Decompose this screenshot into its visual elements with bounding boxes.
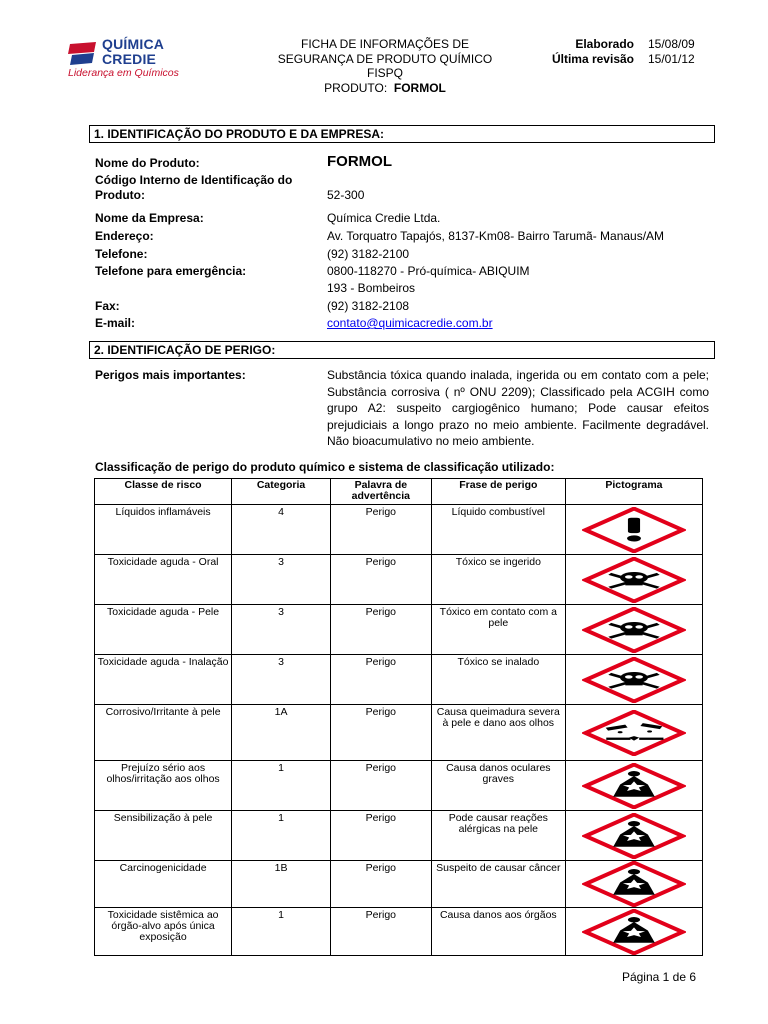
cell-classe: Toxicidade aguda - Oral <box>95 555 232 605</box>
cell-categoria: 1 <box>232 811 331 861</box>
cell-frase: Pode causar reações alérgicas na pele <box>431 811 565 861</box>
cell-frase: Suspeito de causar câncer <box>431 861 565 908</box>
email-label: E-mail: <box>95 316 136 330</box>
cell-palavra: Perigo <box>330 705 431 761</box>
codigo-label-2: Produto: <box>95 188 145 202</box>
cell-classe: Toxicidade aguda - Inalação <box>95 655 232 705</box>
emergencia-value-1: 0800-118270 - Pró-química- ABIQUIM <box>327 264 530 278</box>
cell-categoria: 3 <box>232 555 331 605</box>
health-hazard-icon <box>582 861 686 907</box>
cell-frase: Causa danos oculares graves <box>431 761 565 811</box>
skull-crossbones-icon <box>582 657 686 703</box>
cell-palavra: Perigo <box>330 655 431 705</box>
codigo-label-1: Código Interno de Identificação do <box>95 173 293 187</box>
document-title <box>255 37 515 95</box>
cell-pictograma <box>565 705 702 761</box>
header-classe: Classe de risco <box>95 479 232 505</box>
cell-palavra: Perigo <box>330 605 431 655</box>
cell-classe: Líquidos inflamáveis <box>95 505 232 555</box>
cell-pictograma <box>565 605 702 655</box>
page-number: Página 1 de 6 <box>621 970 696 984</box>
classificacao-title: Classificação de perigo do produto químico e sistema de classificação utilizado: <box>95 460 555 474</box>
table-row <box>95 655 703 705</box>
cell-categoria: 1A <box>232 705 331 761</box>
health-hazard-icon <box>582 909 686 955</box>
cell-pictograma <box>565 655 702 705</box>
empresa-label: Nome da Empresa: <box>95 211 204 225</box>
emergencia-value-2: 193 - Bombeiros <box>327 281 416 295</box>
cell-pictograma <box>565 908 702 956</box>
header-palavra: Palavra de advertência <box>330 479 431 505</box>
cell-classe: Prejuízo sério aos olhos/irritação aos olhos <box>95 761 232 811</box>
title-line-1: FICHA DE INFORMAÇÕES DE <box>300 37 470 51</box>
title-line-2: SEGURANÇA DE PRODUTO QUÍMICO <box>277 51 493 66</box>
emergencia-label: Telefone para emergência: <box>95 264 247 278</box>
cell-classe: Toxicidade aguda - Pele <box>95 605 232 655</box>
elaborado-value: 15/08/09 <box>648 37 695 51</box>
cell-frase: Líquido combustível <box>431 505 565 555</box>
product-name-header: FORMOL <box>393 80 446 95</box>
nome-produto-label: Nome do Produto: <box>95 156 200 170</box>
cell-categoria: 1 <box>232 761 331 811</box>
perigos-text: Substância tóxica quando inalada, ingerida ou em contato com a pele; Substância corrosiva ( nº ONU 2209); Classificado pela ACGIH como grupo A2: suspeito cargiogênico humano; Pode causar efeitos prejudiciais a longo prazo no meio ambiente. Facilmente degradável. Não bioacumulativo no meio ambiente. <box>327 368 709 448</box>
codigo-value: 52-300 <box>327 188 365 202</box>
table-row <box>95 555 703 605</box>
cell-palavra: Perigo <box>330 555 431 605</box>
title-line-3: FISPQ <box>366 66 403 80</box>
table-row <box>95 505 703 555</box>
nome-produto-value: FORMOL <box>327 153 392 170</box>
logo-mark-icon <box>68 40 98 66</box>
exclamation-icon <box>582 507 686 553</box>
company-logo <box>68 36 180 80</box>
cell-frase: Tóxico se inalado <box>431 655 565 705</box>
revisao-label: Última revisão <box>551 52 634 66</box>
perigos-label: Perigos mais importantes: <box>95 368 246 382</box>
table-row <box>95 811 703 861</box>
corrosion-icon <box>582 710 686 756</box>
header-pictograma: Pictograma <box>565 479 702 505</box>
cell-pictograma <box>565 761 702 811</box>
cell-pictograma <box>565 861 702 908</box>
cell-pictograma <box>565 811 702 861</box>
table-row <box>95 605 703 655</box>
empresa-value: Química Credie Ltda. <box>327 211 441 225</box>
header-frase: Frase de perigo <box>431 479 565 505</box>
table-row <box>95 705 703 761</box>
cell-classe: Carcinogenicidade <box>95 861 232 908</box>
elaborado-label: Elaborado <box>575 37 634 51</box>
cell-categoria: 1 <box>232 908 331 956</box>
logo-tagline: Liderança em Químicos <box>68 67 179 79</box>
section1-title: 1. IDENTIFICAÇÃO DO PRODUTO E DA EMPRESA: <box>89 125 715 143</box>
cell-palavra: Perigo <box>330 861 431 908</box>
logo-text-line2: CREDIE <box>102 51 157 67</box>
health-hazard-icon <box>582 813 686 859</box>
cell-categoria: 3 <box>232 605 331 655</box>
product-prefix: PRODUTO: <box>324 80 388 95</box>
hazard-table <box>94 478 703 956</box>
cell-categoria: 1B <box>232 861 331 908</box>
table-row <box>95 861 703 908</box>
cell-palavra: Perigo <box>330 908 431 956</box>
cell-pictograma <box>565 555 702 605</box>
cell-frase: Causa queimadura severa à pele e dano aos olhos <box>431 705 565 761</box>
table-row <box>95 761 703 811</box>
cell-palavra: Perigo <box>330 761 431 811</box>
cell-frase: Tóxico se ingerido <box>431 555 565 605</box>
cell-frase: Causa danos aos órgãos <box>431 908 565 956</box>
section2-title: 2. IDENTIFICAÇÃO DE PERIGO: <box>89 341 715 359</box>
cell-classe: Toxicidade sistêmica ao órgão-alvo após única exposição <box>95 908 232 956</box>
cell-categoria: 4 <box>232 505 331 555</box>
logo-text-line1: QUÍMICA <box>102 36 165 52</box>
telefone-value: (92) 3182-2100 <box>327 247 410 261</box>
cell-frase: Tóxico em contato com a pele <box>431 605 565 655</box>
cell-classe: Sensibilização à pele <box>95 811 232 861</box>
cell-palavra: Perigo <box>330 505 431 555</box>
cell-palavra: Perigo <box>330 811 431 861</box>
endereco-value: Av. Torquatro Tapajós, 8137-Km08- Bairro Tarumã- Manaus/AM <box>327 229 665 243</box>
table-header-row <box>95 479 703 505</box>
cell-classe: Corrosivo/Irritante à pele <box>95 705 232 761</box>
email-link[interactable]: contato@quimicacredie.com.br <box>327 316 493 330</box>
endereco-label: Endereço: <box>95 229 154 243</box>
fax-value: (92) 3182-2108 <box>327 299 410 313</box>
skull-crossbones-icon <box>582 607 686 653</box>
cell-pictograma <box>565 505 702 555</box>
health-hazard-icon <box>582 763 686 809</box>
table-row <box>95 908 703 956</box>
fax-label: Fax: <box>95 299 120 313</box>
skull-crossbones-icon <box>582 557 686 603</box>
telefone-label: Telefone: <box>95 247 148 261</box>
revisao-value: 15/01/12 <box>648 52 695 66</box>
header-categoria: Categoria <box>232 479 331 505</box>
product-line <box>255 81 515 96</box>
cell-categoria: 3 <box>232 655 331 705</box>
